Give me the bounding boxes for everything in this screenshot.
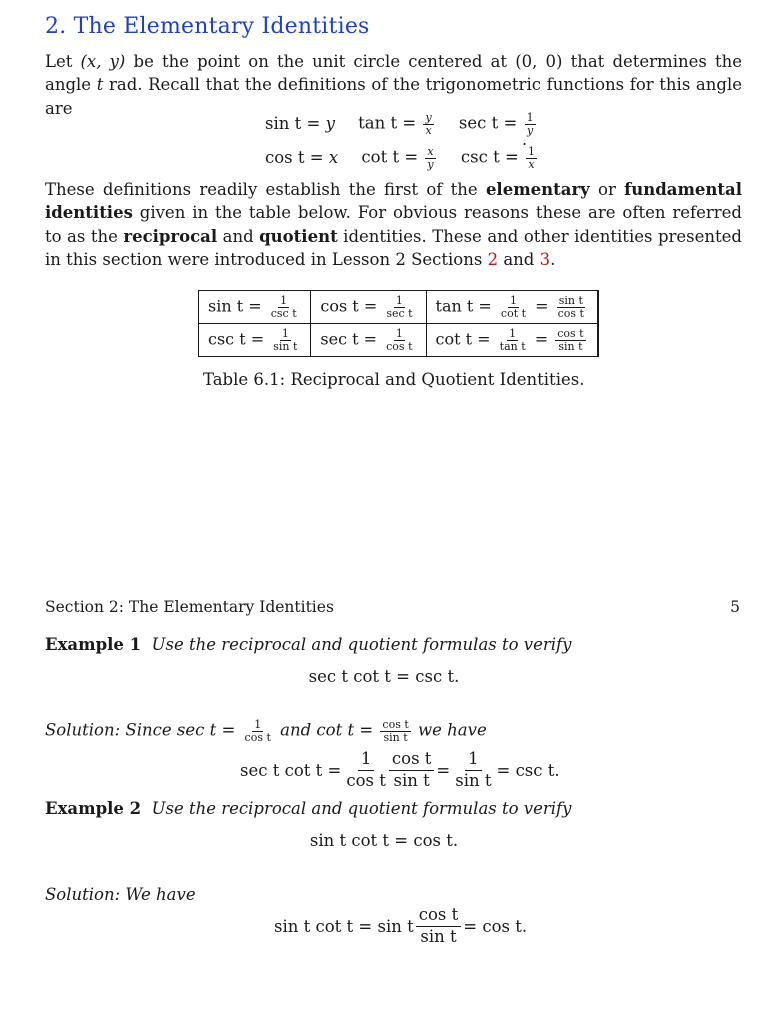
table-cell: tan t = $\frac{1}{\text{cot t}}$ = $\frac{\text{sin t}}{\text{cos t}}$ [426,291,598,324]
page-number: 5 [730,598,740,616]
section-heading: 2. The Elementary Identities [45,14,370,39]
def-sin: sin t = y [265,113,335,133]
table-cell: csc t = $\frac{1}{\text{sin t}}$ [199,324,311,357]
example-2-equation: sin t cot t = cos t. [309,831,459,850]
identities-table [198,290,599,357]
example-2-solution: Solution: We have [45,885,196,904]
definitions-row-2 [265,146,557,170]
example-2-statement: Example 2 Use the reciprocal and quotient formulas to verify [45,799,572,818]
intro-paragraph: Let (x, y) be the point on the unit circle centered at (0, 0) that determines the angle t rad. Recall that the definitions of the trigonometric functions for this angle are [45,52,742,118]
example-1-solution: Solution: Since sec t = $\frac{1}{\text{cos t}}$ and cot t = $\frac{\text{cos t}}{\text{sin t}}$ we have [45,718,487,744]
example-1-equation: sec t cot t = csc t. [308,667,460,686]
example-1-derivation: sec t cot t = $\frac{1}{\text{cos t}}$ $\frac{\text{cos t}}{\text{sin t}}$ = $\frac{1}{\text{sin t}}$ = csc t. [240,749,560,790]
table-cell: sec t = $\frac{1}{\text{cos t}}$ [311,324,426,357]
def-cos: cos t = x [265,147,339,167]
def-sec: sec t = $\frac{1}{y}$ [458,111,534,137]
def-tan: tan t = $\frac{y}{x}$ [358,111,432,137]
def-csc: csc t = $\frac{1}{x}$ [460,145,536,171]
link-section-2[interactable]: 2 [487,249,499,269]
table-cell: cot t = $\frac{1}{\text{tan t}}$ = $\frac{\text{cos t}}{\text{sin t}}$ [426,324,598,357]
definitions-row-1 [265,112,556,136]
definitions-period: . [522,130,528,149]
example-1-statement: Example 1 Use the reciprocal and quotient formulas to verify [45,635,572,654]
body-paragraph: These definitions readily establish the first of the elementary or fundamental identities given in the table below. For obvious reasons these are often referred to as the reciprocal and quotient identities. These and other identities presented in this section were introduced in Lesson 2 Sections 2 and 3. [45,180,742,269]
link-section-3[interactable]: 3 [539,249,551,269]
running-head: Section 2: The Elementary Identities [45,598,334,616]
table-row [199,324,598,357]
def-cot: cot t = $\frac{x}{y}$ [361,145,434,171]
table-row [199,291,598,324]
table-cell: cos t = $\frac{1}{\text{sec t}}$ [311,291,426,324]
example-2-derivation: sin t cot t = sin t $\frac{\text{cos t}}{\text{sin t}}$ = cos t. [274,905,528,946]
table-cell: sin t = $\frac{1}{\text{csc t}}$ [199,291,311,324]
table-caption: Table 6.1: Reciprocal and Quotient Identities. [203,370,585,389]
